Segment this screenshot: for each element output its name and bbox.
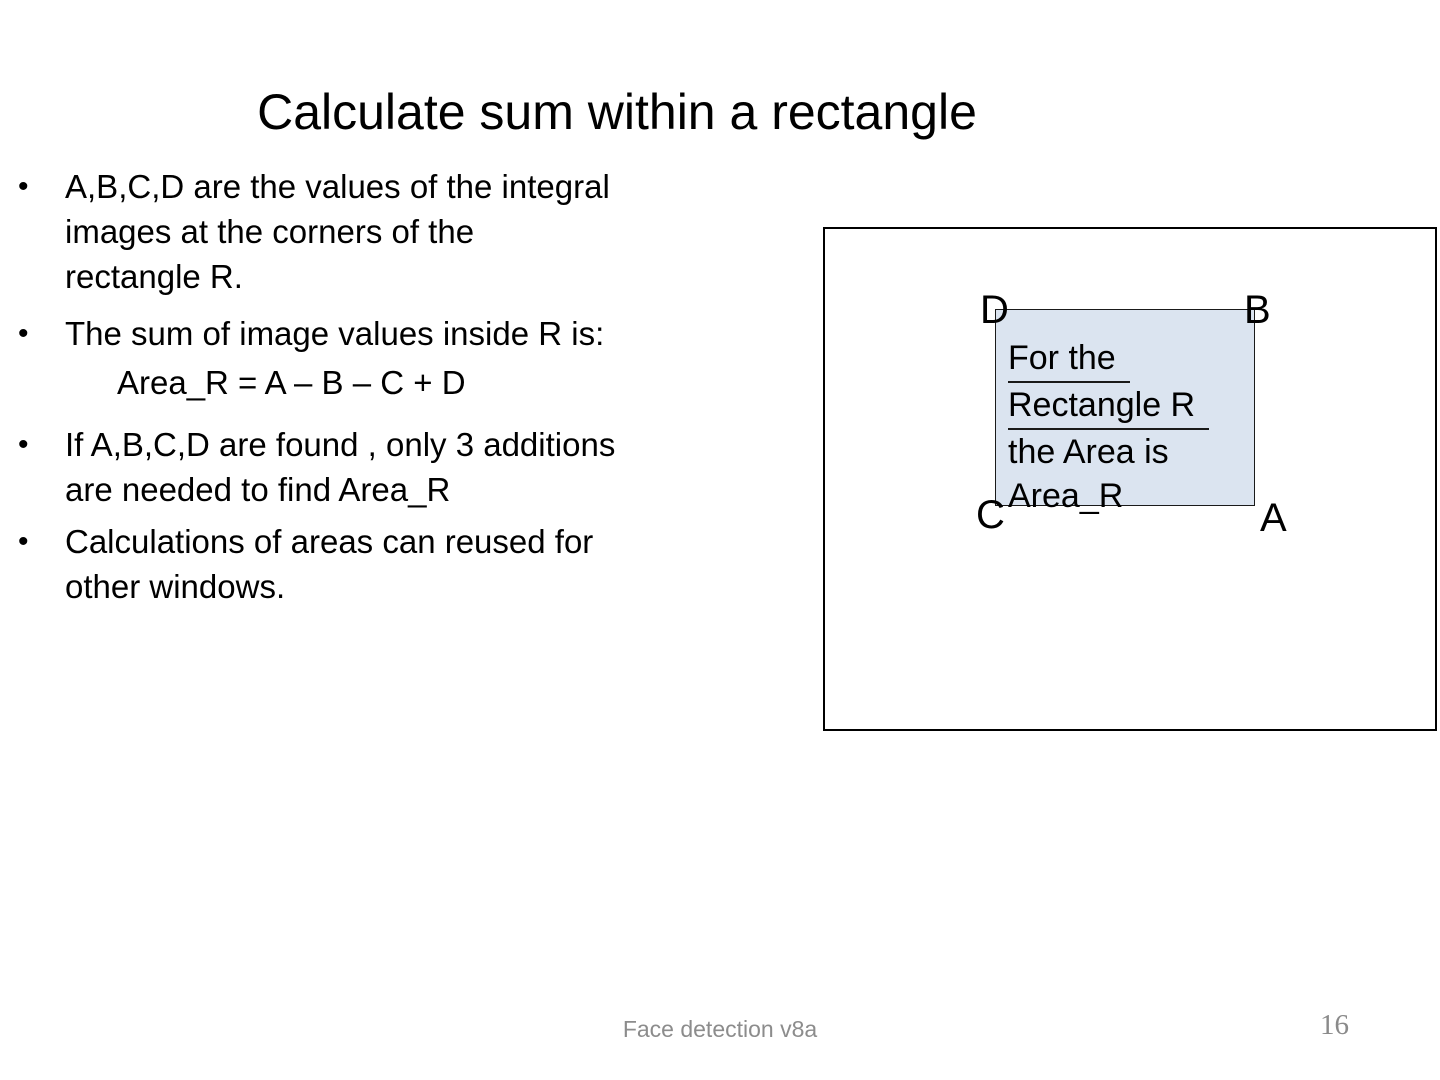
- bullet-icon: •: [18, 525, 29, 558]
- bullet-line: images at the corners of the: [65, 213, 475, 250]
- caption-line: [1008, 336, 1209, 383]
- bullet-line: The sum of image values inside R is:: [65, 315, 605, 352]
- slide-title: Calculate sum within a rectangle: [257, 84, 977, 140]
- bullet-item: [18, 422, 758, 512]
- bullet-icon: •: [18, 428, 29, 461]
- area-formula: Area_R = A – B – C + D: [117, 364, 466, 401]
- bullet-line: other windows.: [65, 568, 286, 605]
- bullet-line: If A,B,C,D are found , only 3 additions: [65, 426, 616, 463]
- caption-line-underlined: For the: [1008, 336, 1130, 383]
- corner-label-a: A: [1260, 496, 1287, 540]
- caption-line-underlined: Rectangle R: [1008, 383, 1209, 430]
- page-number: 16: [1320, 1009, 1349, 1041]
- caption-line: Area_R: [1008, 477, 1124, 515]
- bullet-icon: •: [18, 170, 29, 203]
- bullet-line: A,B,C,D are the values of the integral: [65, 168, 610, 205]
- bullet-item: [18, 311, 758, 356]
- corner-label-d: D: [980, 288, 1009, 332]
- footer-document-title: Face detection v8a: [622, 1016, 818, 1042]
- bullet-text: [65, 519, 758, 609]
- bullet-item: [18, 519, 758, 609]
- diagram-outer-rect: [823, 227, 1437, 731]
- corner-label-c: C: [976, 493, 1005, 537]
- corner-label-b: B: [1244, 288, 1271, 332]
- rectangle-r-caption: [1008, 336, 1209, 518]
- bullet-line: Calculations of areas can reused for: [65, 523, 594, 560]
- bullet-text: [65, 422, 758, 512]
- bullet-line: are needed to find Area_R: [65, 471, 451, 508]
- bullet-text: [65, 164, 758, 299]
- caption-line: the Area is: [1008, 433, 1169, 471]
- bullet-line: rectangle R.: [65, 258, 243, 295]
- bullet-icon: •: [18, 317, 29, 350]
- bullet-text: [65, 311, 758, 356]
- caption-line: [1008, 383, 1209, 430]
- bullet-item: [18, 164, 758, 299]
